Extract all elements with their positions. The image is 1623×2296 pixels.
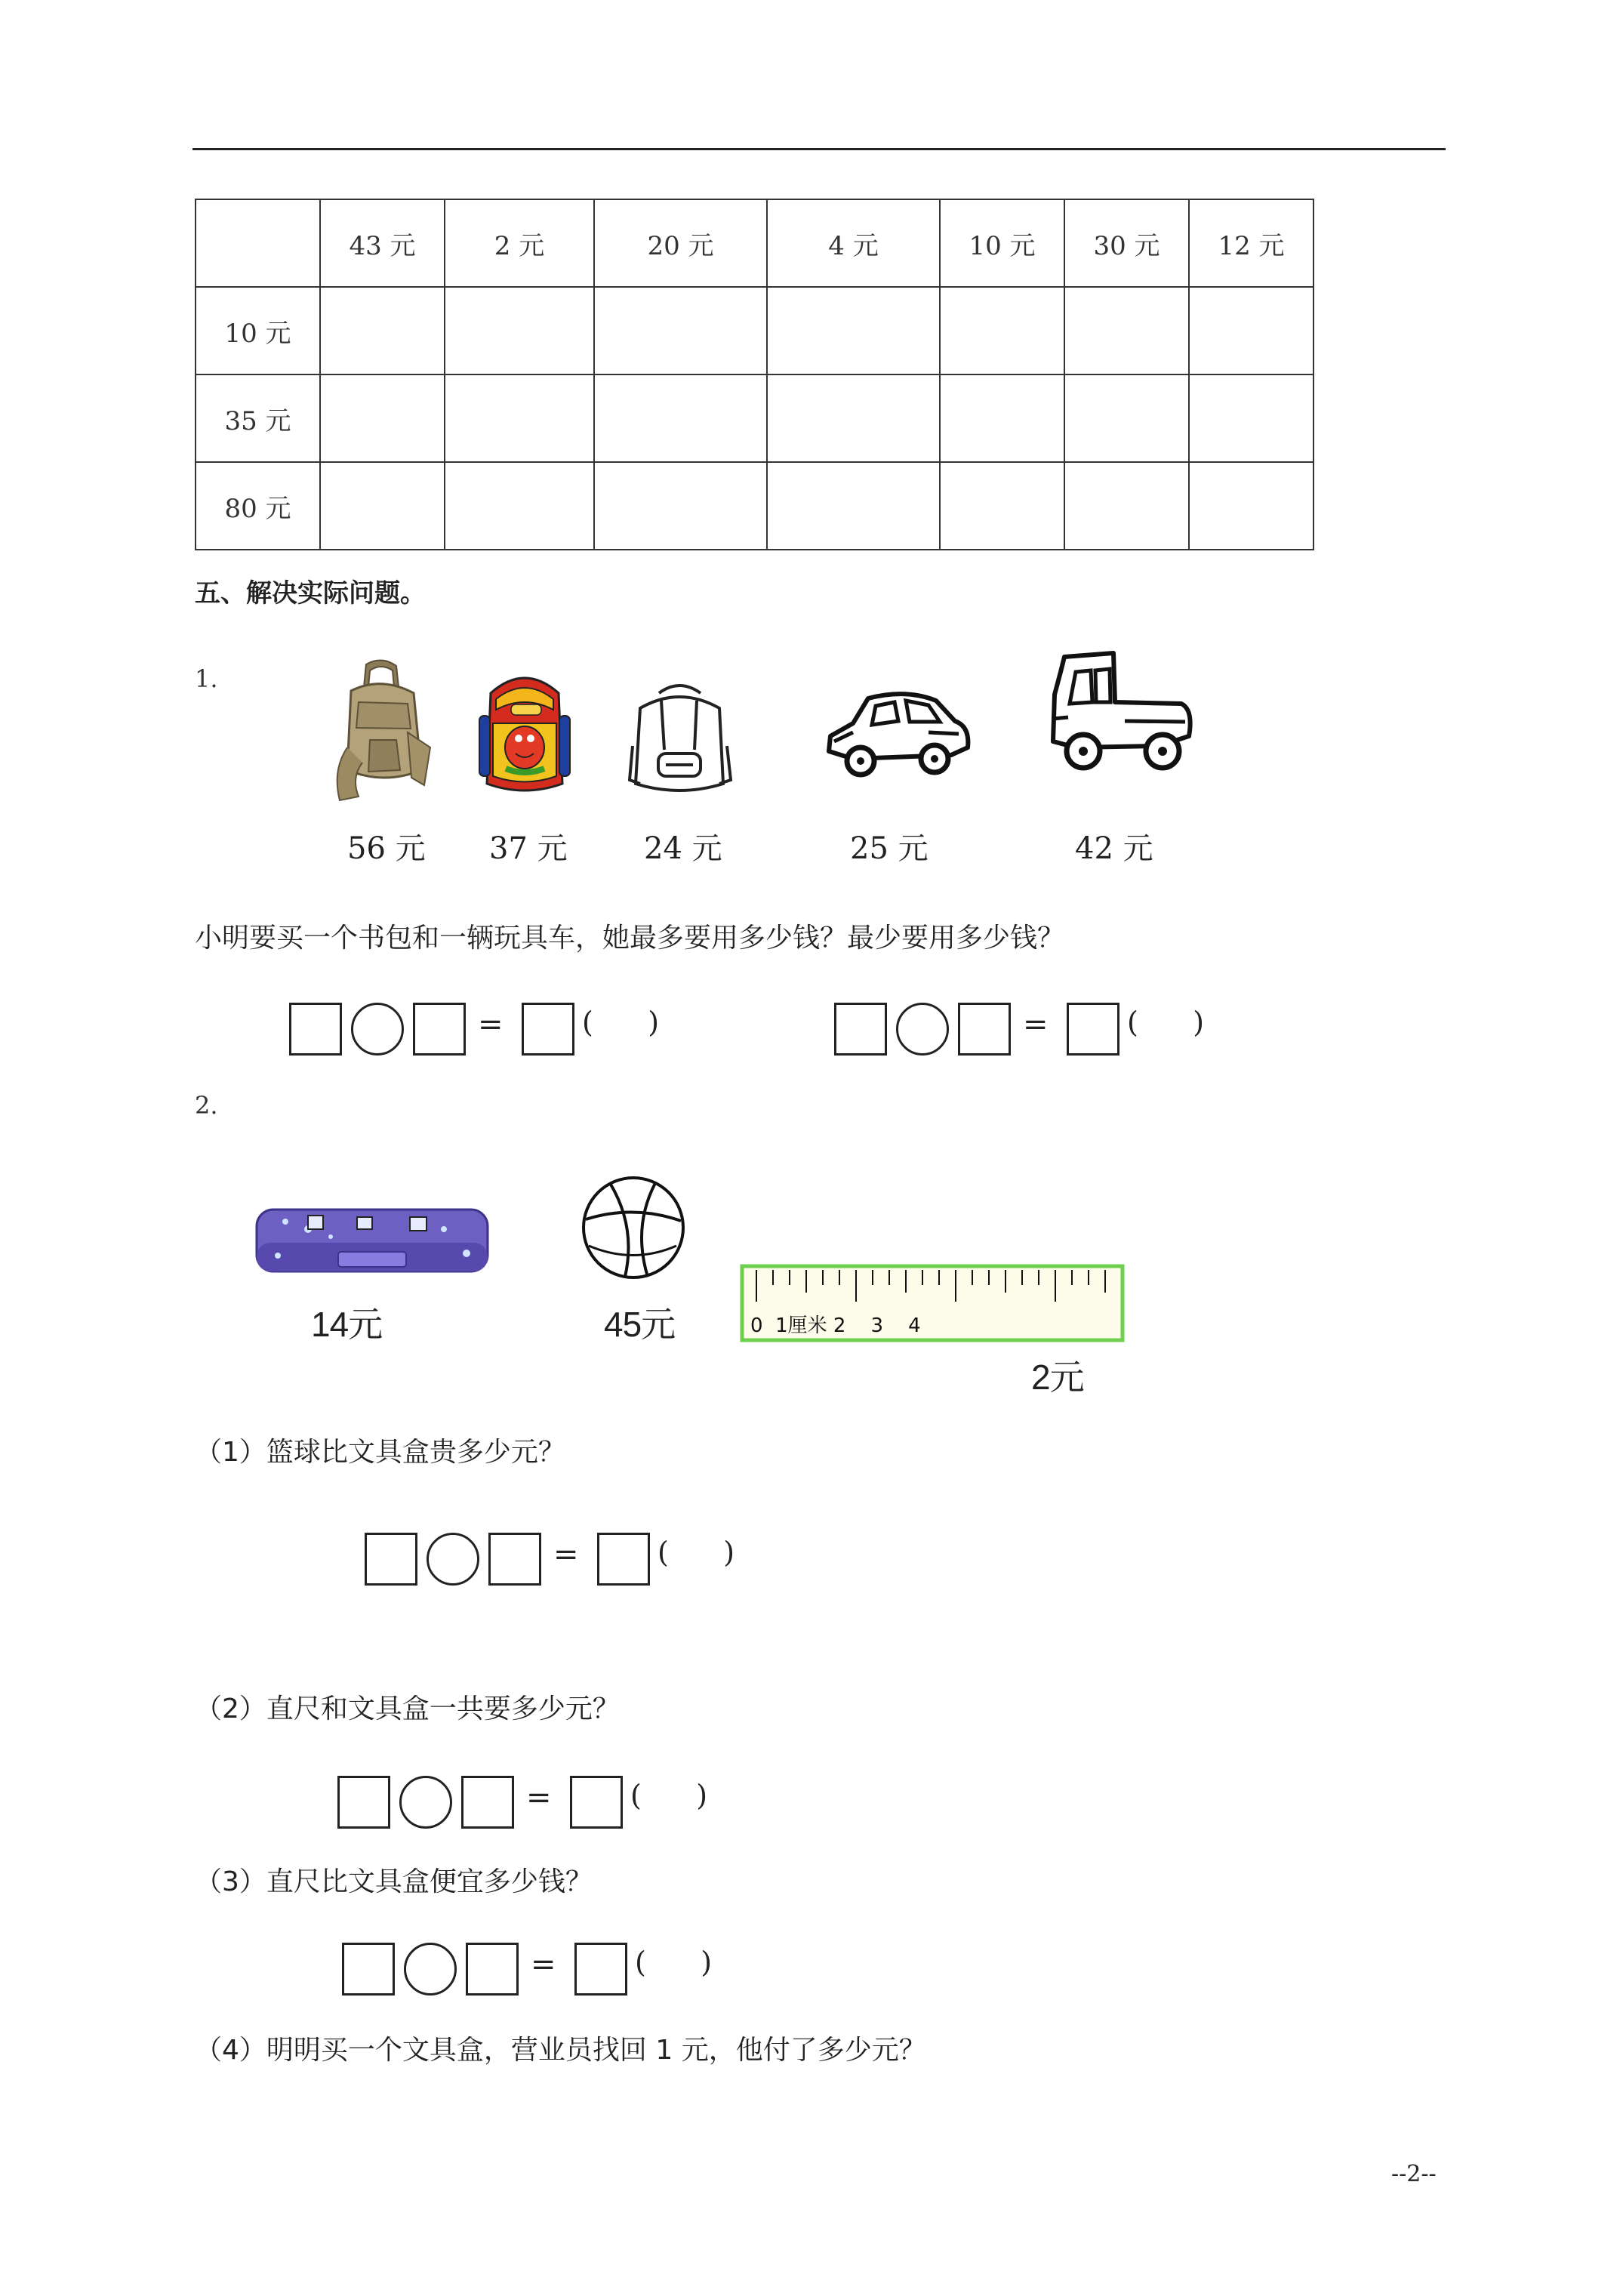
problem-2-number: 2. [195,1091,218,1120]
page-number: --2-- [1391,2161,1437,2187]
answer-cell[interactable] [320,287,445,374]
result-box[interactable] [1067,1003,1119,1056]
answer-cell[interactable] [445,462,594,550]
answer-cell[interactable] [594,287,767,374]
operand-box[interactable] [466,1943,519,1996]
operator-circle[interactable] [351,1003,404,1056]
basketball-icon [580,1174,687,1281]
table-header-cell: 20 元 [594,199,767,287]
table-header-row [196,199,1313,287]
item-price: 14元 [311,1305,383,1344]
answer-cell[interactable] [940,374,1064,462]
question-text: （4）明明买一个文具盒，营业员找回 1 元，他付了多少元？ [195,2035,926,2066]
operator-circle[interactable] [404,1943,457,1996]
question-text: （2）直尺和文具盒一共要多少元？ [195,1693,620,1724]
item-price: 24 元 [644,831,722,866]
operand-box[interactable] [488,1533,541,1586]
result-box[interactable] [597,1533,650,1586]
unit-paren[interactable]: ( ) [582,1006,660,1039]
equation-row [337,1776,708,1827]
operand-box[interactable] [289,1003,342,1056]
answer-cell[interactable] [1189,374,1313,462]
answer-cell[interactable] [445,287,594,374]
answer-cell[interactable] [1064,287,1189,374]
unit-paren[interactable]: ( ) [1127,1006,1205,1039]
operand-box[interactable] [461,1776,514,1829]
table-header-cell: 43 元 [320,199,445,287]
unit-paren[interactable]: ( ) [630,1779,708,1812]
answer-cell[interactable] [594,374,767,462]
answer-cell[interactable] [1064,374,1189,462]
table-header-cell: 12 元 [1189,199,1313,287]
table-header-cell: 4 元 [767,199,940,287]
row-label-cell: 10 元 [196,287,320,374]
operand-box[interactable] [413,1003,466,1056]
operand-box[interactable] [342,1943,395,1996]
table-row [196,287,1313,374]
problem-1-question: 小明要买一个书包和一辆玩具车，她最多要用多少钱？最少要用多少钱？ [195,923,1065,954]
unit-paren[interactable]: ( ) [635,1946,713,1979]
header-rule [192,148,1446,150]
answer-cell[interactable] [940,462,1064,550]
red-backpack-icon [472,663,577,799]
operator-circle[interactable] [896,1003,949,1056]
item-price: 56 元 [347,831,426,866]
result-box[interactable] [574,1943,627,1996]
answer-cell[interactable] [767,462,940,550]
table-header-cell: 30 元 [1064,199,1189,287]
toy-car-icon [823,680,974,781]
table-row [196,462,1313,550]
row-label-cell: 35 元 [196,374,320,462]
table-header-cell: 10 元 [940,199,1064,287]
answer-cell[interactable] [594,462,767,550]
item-price: 37 元 [489,831,568,866]
answer-cell[interactable] [320,374,445,462]
operand-box[interactable] [365,1533,417,1586]
table-header-cell: 2 元 [445,199,594,287]
equals-sign: = [531,1947,556,1982]
answer-cell[interactable] [767,374,940,462]
item-price: 2元 [1031,1358,1084,1397]
equation-row [289,1003,660,1054]
price-table [195,199,1314,550]
operand-box[interactable] [337,1776,390,1829]
question-text: （3）直尺比文具盒便宜多少钱？ [195,1866,593,1897]
toy-truck-icon [1046,649,1196,785]
row-label-cell: 80 元 [196,462,320,550]
ruler-scale-label: 0 1厘米 2 3 4 [750,1314,921,1337]
problem-1-number: 1. [195,664,218,693]
operator-circle[interactable] [399,1776,452,1829]
item-price: 45元 [604,1305,676,1344]
outline-backpack-icon [625,678,735,799]
result-box[interactable] [522,1003,574,1056]
table-row [196,374,1313,462]
section-title: 五、解决实际问题。 [195,578,426,609]
item-price: 25 元 [850,831,929,866]
equation-row [342,1943,713,1994]
answer-cell[interactable] [445,374,594,462]
pencil-case-icon [255,1207,489,1274]
table-corner-cell [196,199,320,287]
khaki-backpack-icon [325,657,438,808]
operator-circle[interactable] [427,1533,479,1586]
equals-sign: = [526,1780,552,1815]
answer-cell[interactable] [1064,462,1189,550]
result-box[interactable] [570,1776,623,1829]
equation-row [365,1533,735,1584]
answer-cell[interactable] [320,462,445,550]
ruler-icon [740,1264,1125,1342]
answer-cell[interactable] [767,287,940,374]
answer-cell[interactable] [1189,287,1313,374]
operand-box[interactable] [834,1003,887,1056]
unit-paren[interactable]: ( ) [658,1536,735,1569]
item-price: 42 元 [1075,831,1153,866]
equation-row [834,1003,1205,1054]
equals-sign: = [478,1007,504,1042]
answer-cell[interactable] [1189,462,1313,550]
operand-box[interactable] [958,1003,1011,1056]
answer-cell[interactable] [940,287,1064,374]
question-text: （1）篮球比文具盒贵多少元？ [195,1437,565,1468]
equals-sign: = [1023,1007,1049,1042]
equals-sign: = [553,1537,579,1572]
